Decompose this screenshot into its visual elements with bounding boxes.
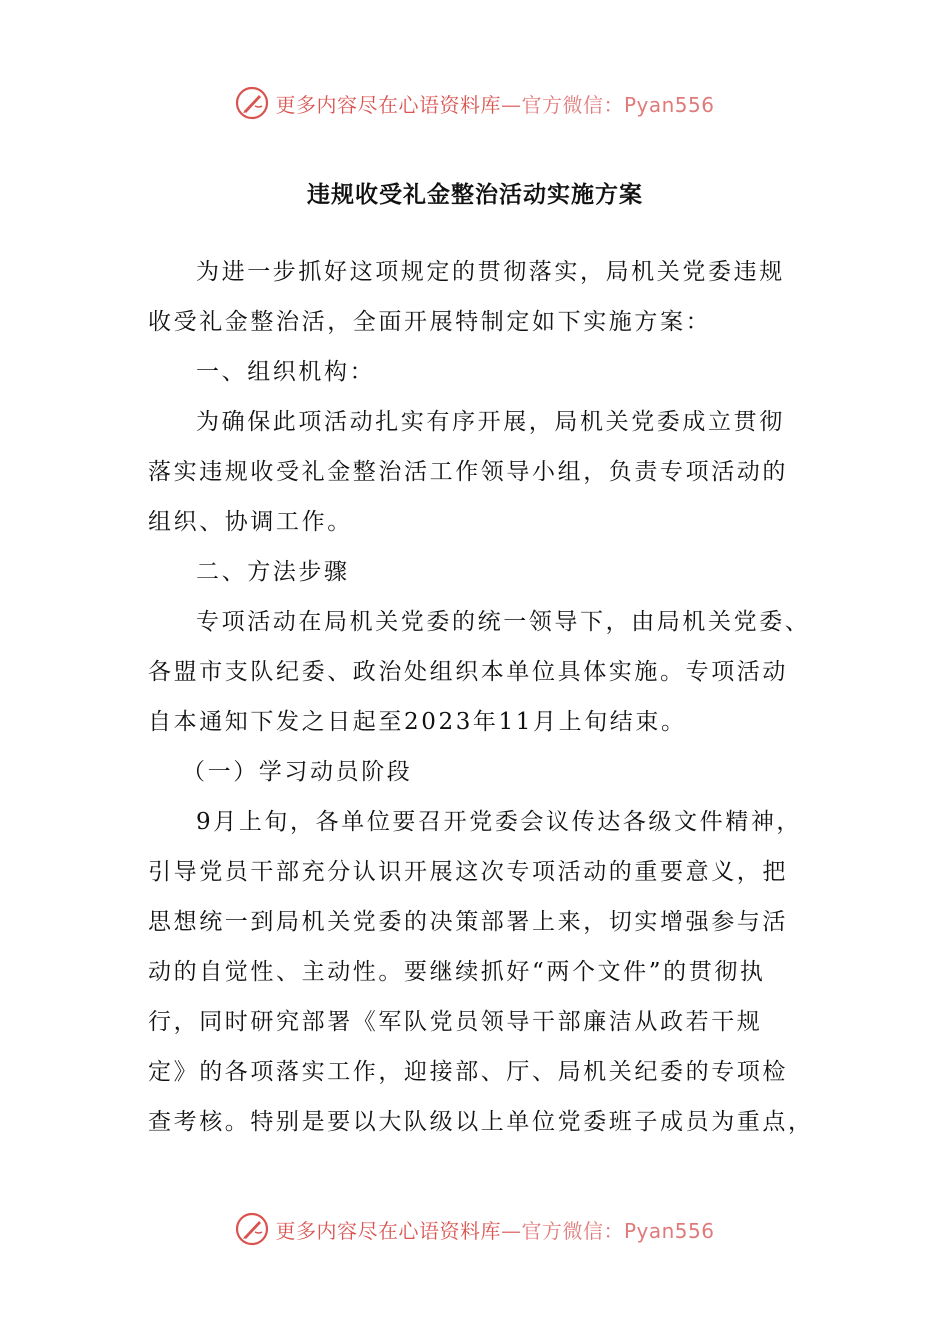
paragraph-line: 查考核。特别是要以大队级以上单位党委班子成员为重点，: [148, 1109, 814, 1135]
watermark-footer: [0, 1212, 950, 1246]
paragraph-line: 为进一步抓好这项规定的贯彻落实，局机关党委违规: [196, 259, 785, 285]
paragraph-line: 定》的各项落实工作，迎接部、厅、局机关纪委的专项检: [148, 1059, 788, 1085]
paragraph-line: 自本通知下发之日起至2023年11月上旬结束。: [148, 709, 687, 735]
watermark-dash: —: [500, 92, 522, 117]
paragraph-line: 各盟市支队纪委、政治处组织本单位具体实施。专项活动: [148, 659, 788, 685]
section-heading: 二、方法步骤: [196, 559, 350, 585]
subsection-heading: （一）学习动员阶段: [182, 759, 413, 785]
paragraph-line: 落实违规收受礼金整治活工作领导小组，负责专项活动的: [148, 459, 788, 485]
watermark-text: [275, 89, 714, 118]
quill-logo-icon: [235, 86, 269, 120]
watermark-contact: 官方微信：Pyan556: [521, 92, 715, 117]
watermark-contact: 官方微信：Pyan556: [521, 1218, 715, 1243]
section-heading: 一、组织机构：: [196, 359, 376, 385]
paragraph-line: 专项活动在局机关党委的统一领导下，由局机关党委、: [196, 609, 811, 635]
paragraph-line: 收受礼金整治活，全面开展特制定如下实施方案：: [148, 309, 712, 335]
paragraph-line: 组织、协调工作。: [148, 509, 353, 535]
watermark-text: [275, 1215, 714, 1244]
paragraph-line: 动的自觉性、主动性。要继续抓好“两个文件”的贯彻执: [148, 959, 766, 985]
watermark-brand: 更多内容尽在心语资料库: [275, 92, 501, 117]
watermark-dash: —: [500, 1218, 522, 1243]
paragraph-line: 引导党员干部充分认识开展这次专项活动的重要意义，把: [148, 859, 788, 885]
watermark-header: [0, 86, 950, 120]
quill-logo-icon: [235, 1212, 269, 1246]
paragraph-line: 思想统一到局机关党委的决策部署上来，切实增强参与活: [148, 909, 788, 935]
paragraph-line: 行，同时研究部署《军队党员领导干部廉洁从政若干规: [148, 1009, 763, 1035]
paragraph-line: 9月上旬，各单位要召开党委会议传达各级文件精神，: [196, 809, 803, 835]
document-title: 违规收受礼金整治活动实施方案: [307, 182, 643, 208]
document-body: [148, 247, 814, 1147]
paragraph-line: 为确保此项活动扎实有序开展，局机关党委成立贯彻: [196, 409, 785, 435]
watermark-brand: 更多内容尽在心语资料库: [275, 1218, 501, 1243]
